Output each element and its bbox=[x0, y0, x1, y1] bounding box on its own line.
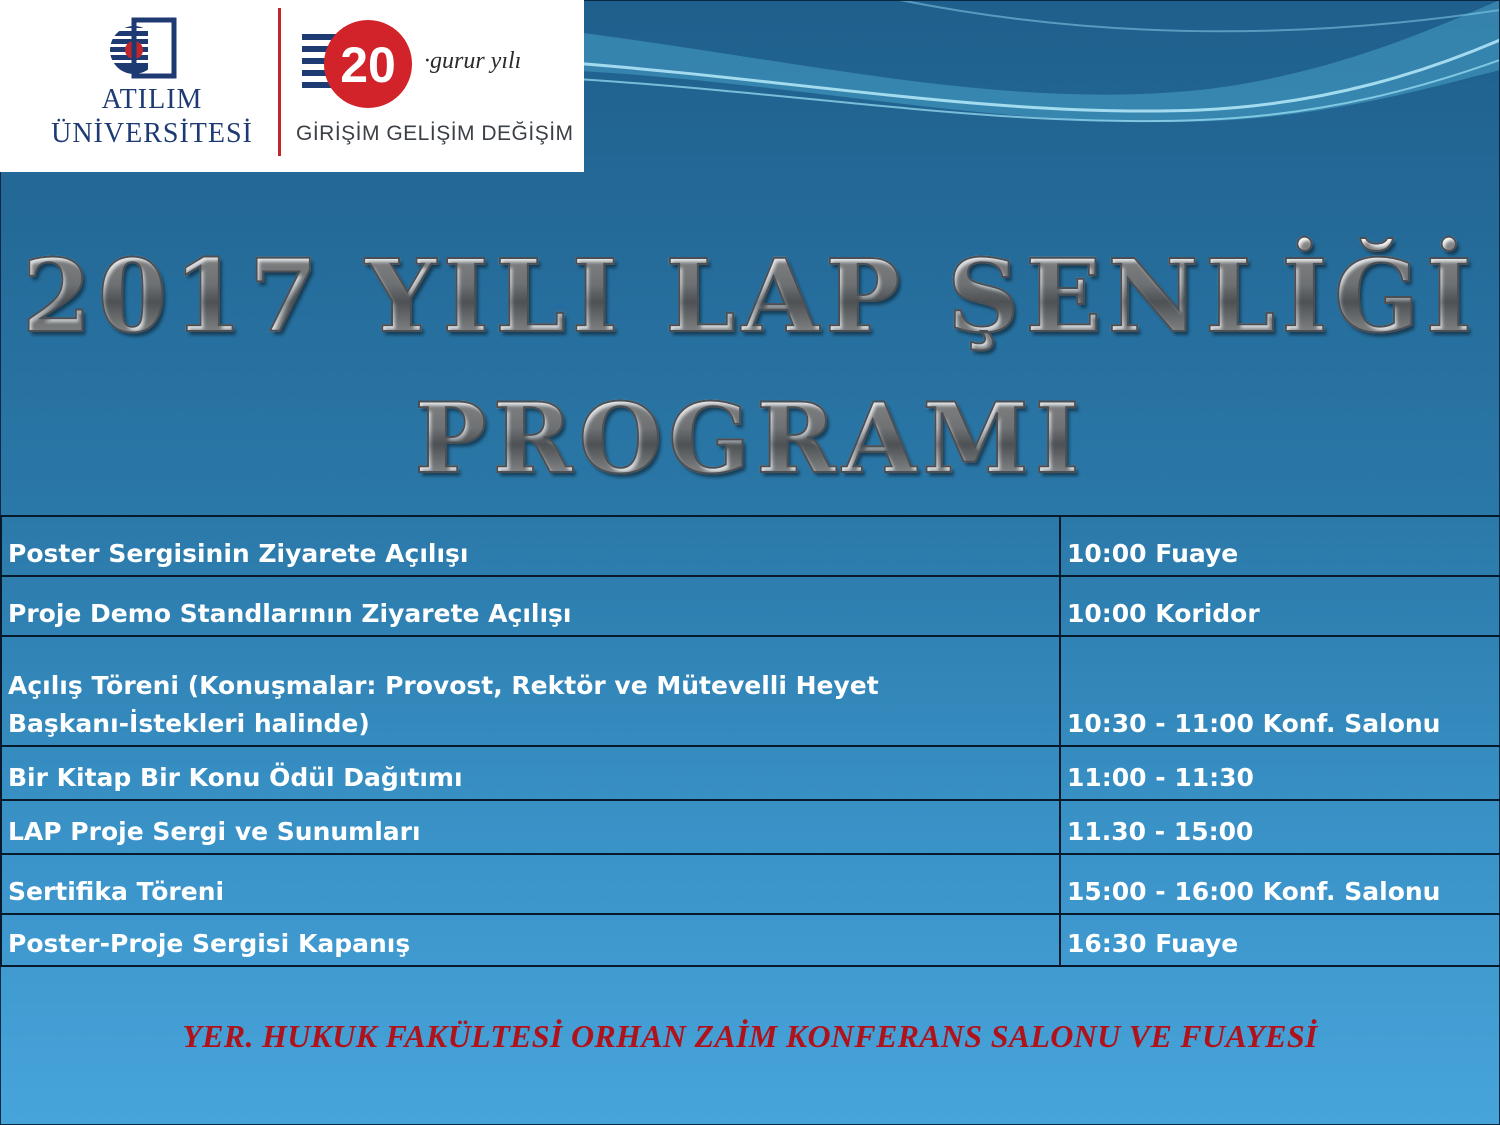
page-title-line2: PROGRAMI bbox=[0, 384, 1500, 494]
table-row bbox=[1, 800, 1500, 854]
time-cell: 10:30 - 11:00 Konf. Salonu bbox=[1060, 636, 1500, 746]
university-name-line1: ATILIM bbox=[101, 84, 203, 115]
tagline-text: GİRİŞİM GELİŞİM DEĞİŞİM bbox=[296, 122, 574, 145]
event-cell: Poster-Proje Sergisi Kapanış bbox=[1, 914, 1060, 966]
anniversary-badge-icon bbox=[300, 16, 420, 116]
event-text-line2: Başkanı-İstekleri halinde) bbox=[8, 709, 370, 738]
event-cell: Proje Demo Standlarının Ziyarete Açılışı bbox=[1, 576, 1060, 636]
event-cell bbox=[1, 636, 1060, 746]
logo-divider bbox=[278, 8, 281, 156]
table-row bbox=[1, 636, 1500, 746]
logo-header bbox=[0, 0, 584, 172]
time-cell: 10:00 Koridor bbox=[1060, 576, 1500, 636]
atilim-logo-icon bbox=[104, 14, 182, 84]
time-cell: 11:00 - 11:30 bbox=[1060, 746, 1500, 800]
table-row bbox=[1, 914, 1500, 966]
venue-text: YER. HUKUK FAKÜLTESİ ORHAN ZAİM KONFERANS SALONU VE FUAYESİ bbox=[182, 1018, 1318, 1054]
event-cell: Sertifika Töreni bbox=[1, 854, 1060, 914]
event-text-line1: Açılış Töreni (Konuşmalar: Provost, Rektör ve Mütevelli Heyet bbox=[8, 671, 879, 700]
page-title-line1: 2017 YILI LAP ŞENLİĞİ bbox=[0, 236, 1500, 356]
motto-text: ·gurur yılı bbox=[424, 48, 522, 74]
event-cell: LAP Proje Sergi ve Sunumları bbox=[1, 800, 1060, 854]
table-row bbox=[1, 516, 1500, 576]
table-row bbox=[1, 746, 1500, 800]
time-cell: 11.30 - 15:00 bbox=[1060, 800, 1500, 854]
event-cell: Poster Sergisinin Ziyarete Açılışı bbox=[1, 516, 1060, 576]
table-row bbox=[1, 854, 1500, 914]
university-name-line2: ÜNİVERSİTESİ bbox=[51, 118, 253, 149]
time-cell: 10:00 Fuaye bbox=[1060, 516, 1500, 576]
program-table bbox=[0, 515, 1500, 967]
time-cell: 15:00 - 16:00 Konf. Salonu bbox=[1060, 854, 1500, 914]
table-row bbox=[1, 576, 1500, 636]
time-cell: 16:30 Fuaye bbox=[1060, 914, 1500, 966]
event-cell: Bir Kitap Bir Konu Ödül Dağıtımı bbox=[1, 746, 1060, 800]
badge-number: 20 bbox=[340, 37, 396, 93]
